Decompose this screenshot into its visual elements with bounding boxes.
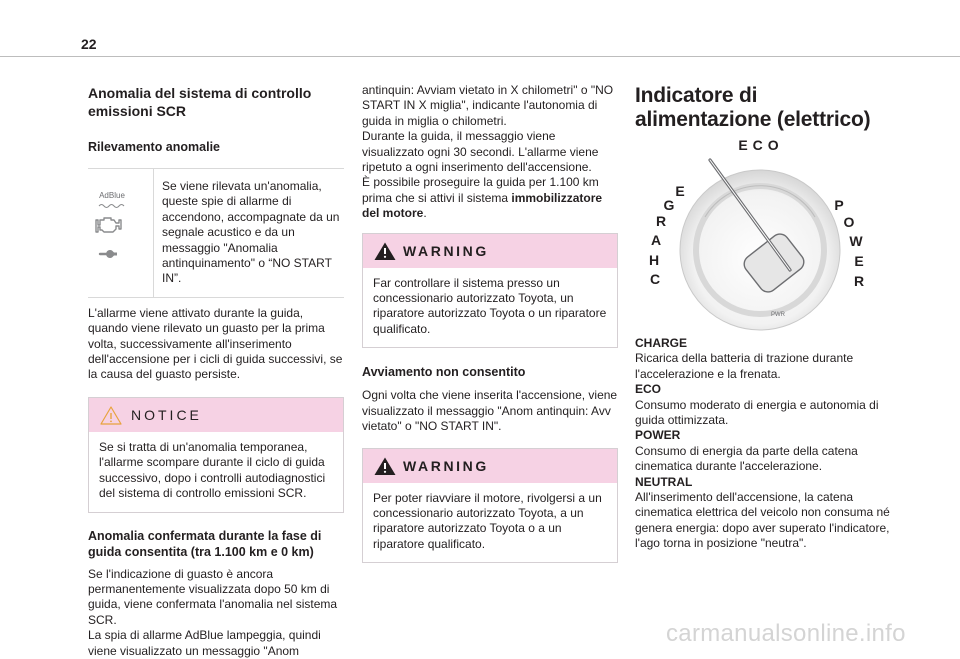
page-number: 22	[81, 36, 97, 52]
section-title-power-indicator: Indicatore di alimentazione (elettrico)	[635, 84, 871, 131]
gauge-letter-h: H	[648, 252, 660, 268]
gauge-letter-r: R	[655, 213, 667, 229]
section-title-confirmed-fault: Anomalia confermata durante la fase di guida consentita (tra 1.100 km e 0 km)	[88, 528, 322, 559]
notice-icon	[99, 405, 123, 425]
gauge-eco-label: ECO	[738, 137, 784, 153]
wrench-icon	[98, 247, 120, 261]
adblue-icon-label: AdBlue	[99, 191, 125, 200]
desc-charge: Ricarica della batteria di trazione durante l'accelerazione e la frenata.	[635, 351, 854, 381]
notice-text: Se si tratta di un'anomalia temporanea, l'allarme scompare durante il ciclo di guida successivo, dopo i controlli autodiagnostici del sistema di controllo emissioni SCR.	[99, 439, 326, 501]
notice-label: NOTICE	[131, 406, 202, 423]
notice-header	[89, 398, 343, 432]
adblue-icon	[97, 185, 127, 208]
gauge-letter-w: W	[849, 233, 863, 249]
gauge-letter-o: O	[843, 214, 855, 230]
warning-lights-description: Se viene rilevata un'anomalia, queste spie di allarme di accendono, accompagnate da un segnale acustico e da un messaggio "Anomalia antinquinamento" o “NO START IN”.	[162, 179, 340, 286]
desc-eco: Consumo moderato di energia e autonomia di guida ottimizzata.	[635, 397, 879, 428]
section-title-start-not-allowed: Avviamento non consentito	[362, 365, 526, 380]
gauge-letter-c: C	[649, 271, 661, 287]
engine-check-icon	[95, 214, 123, 234]
gauge-letter-e2: E	[854, 253, 864, 269]
term-neutral: NEUTRAL	[635, 474, 693, 489]
warning-header-1	[363, 234, 617, 268]
desc-neutral: All'inserimento dell'accensione, la catena cinematica elettrica del veicolo non consuma né genera energia: dopo aver superato l'indicatore, l'ago torna in posizione "neutra".	[635, 490, 890, 551]
warning-box-1	[362, 233, 618, 349]
desc-power: Consumo di energia da parte della catena cinematica durante l'accelerazione.	[635, 443, 858, 474]
column-right	[635, 84, 891, 132]
warning-text-1: Far controllare il sistema presso un concessionario autorizzato Toyota, un riparatore autorizzato Toyota o un riparatore qualificato.	[373, 275, 607, 336]
gauge-pwr-label: PWR	[771, 312, 785, 318]
paragraph-message-repeat: Durante la guida, il messaggio viene visualizzato ogni 30 secondi. L'allarme viene ripetuto a ogni inserimento dell'accensione.	[362, 129, 599, 175]
column-left	[88, 84, 344, 659]
paragraph-immobilizer-end: .	[423, 206, 427, 221]
column-middle	[362, 83, 618, 563]
paragraph-start-message: Ogni volta che viene inserita l'accensione, viene visualizzato il messaggio "Anom antinquin: Avv vietato" o "NO START IN".	[362, 388, 618, 434]
warning-lights-table	[88, 168, 344, 298]
immobilizer-term: immobilizzatore del motore	[362, 190, 603, 221]
gauge-letter-p: P	[834, 197, 844, 213]
paragraph-immobilizer	[362, 175, 618, 221]
warning-icon	[373, 456, 397, 476]
header-divider	[0, 56, 960, 57]
notice-box	[88, 397, 344, 513]
warning-text-2: Per poter riavviare il motore, rivolgersi a un concessionario autorizzato Toyota, a un riparatore autorizzato Toyota o a un riparatore qualificato.	[373, 490, 602, 551]
paragraph-alarm-activation: L'allarme viene attivato durante la guida, quando viene rilevato un guasto per la prima volta, successivamente all'inserimento dell'accensione per i cicli di guida successivi, se la causa del guasto persiste.	[88, 305, 343, 382]
term-charge: CHARGE	[635, 336, 688, 350]
watermark: carmanualsonline.info	[666, 620, 906, 647]
paragraph-no-start-distance: antinquin: Avviam vietato in X chilometri" o "NO START IN X miglia", indicante l'autonomia di guida in miglia o chilometri.	[362, 83, 614, 128]
term-power: POWER	[635, 428, 681, 443]
warning-box-2	[362, 448, 618, 564]
term-eco: ECO	[635, 382, 662, 397]
gauge-letter-g: G	[663, 197, 675, 213]
gauge-letter-e: E	[675, 183, 685, 199]
gauge-letter-r2: R	[853, 273, 865, 289]
warning-label-2: WARNING	[403, 457, 489, 474]
section-title-scr: Anomalia del sistema di controllo emissioni SCR	[88, 85, 312, 119]
indicator-definitions	[635, 336, 897, 552]
warning-icon	[373, 241, 397, 261]
paragraph-immobilizer-text: È possibile proseguire la guida per 1.100 km prima che si attivi il sistema	[362, 175, 599, 205]
gauge-letter-a: A	[650, 232, 662, 248]
subsection-title-detection: Rilevamento anomalie	[88, 140, 220, 154]
paragraph-fault-confirmed: Se l'indicazione di guasto è ancora permanentemente visualizzata dopo 50 km di guida, viene confermata l'anomalia nel sistema SCR.	[88, 566, 338, 627]
power-gauge-illustration	[632, 130, 892, 330]
warning-header-2	[363, 449, 617, 483]
paragraph-adblue-flashing: La spia di allarme AdBlue lampeggia, quindi viene visualizzato un messaggio "Anom	[88, 628, 321, 658]
warning-lights-icons	[88, 169, 154, 297]
warning-label-1: WARNING	[403, 242, 489, 259]
